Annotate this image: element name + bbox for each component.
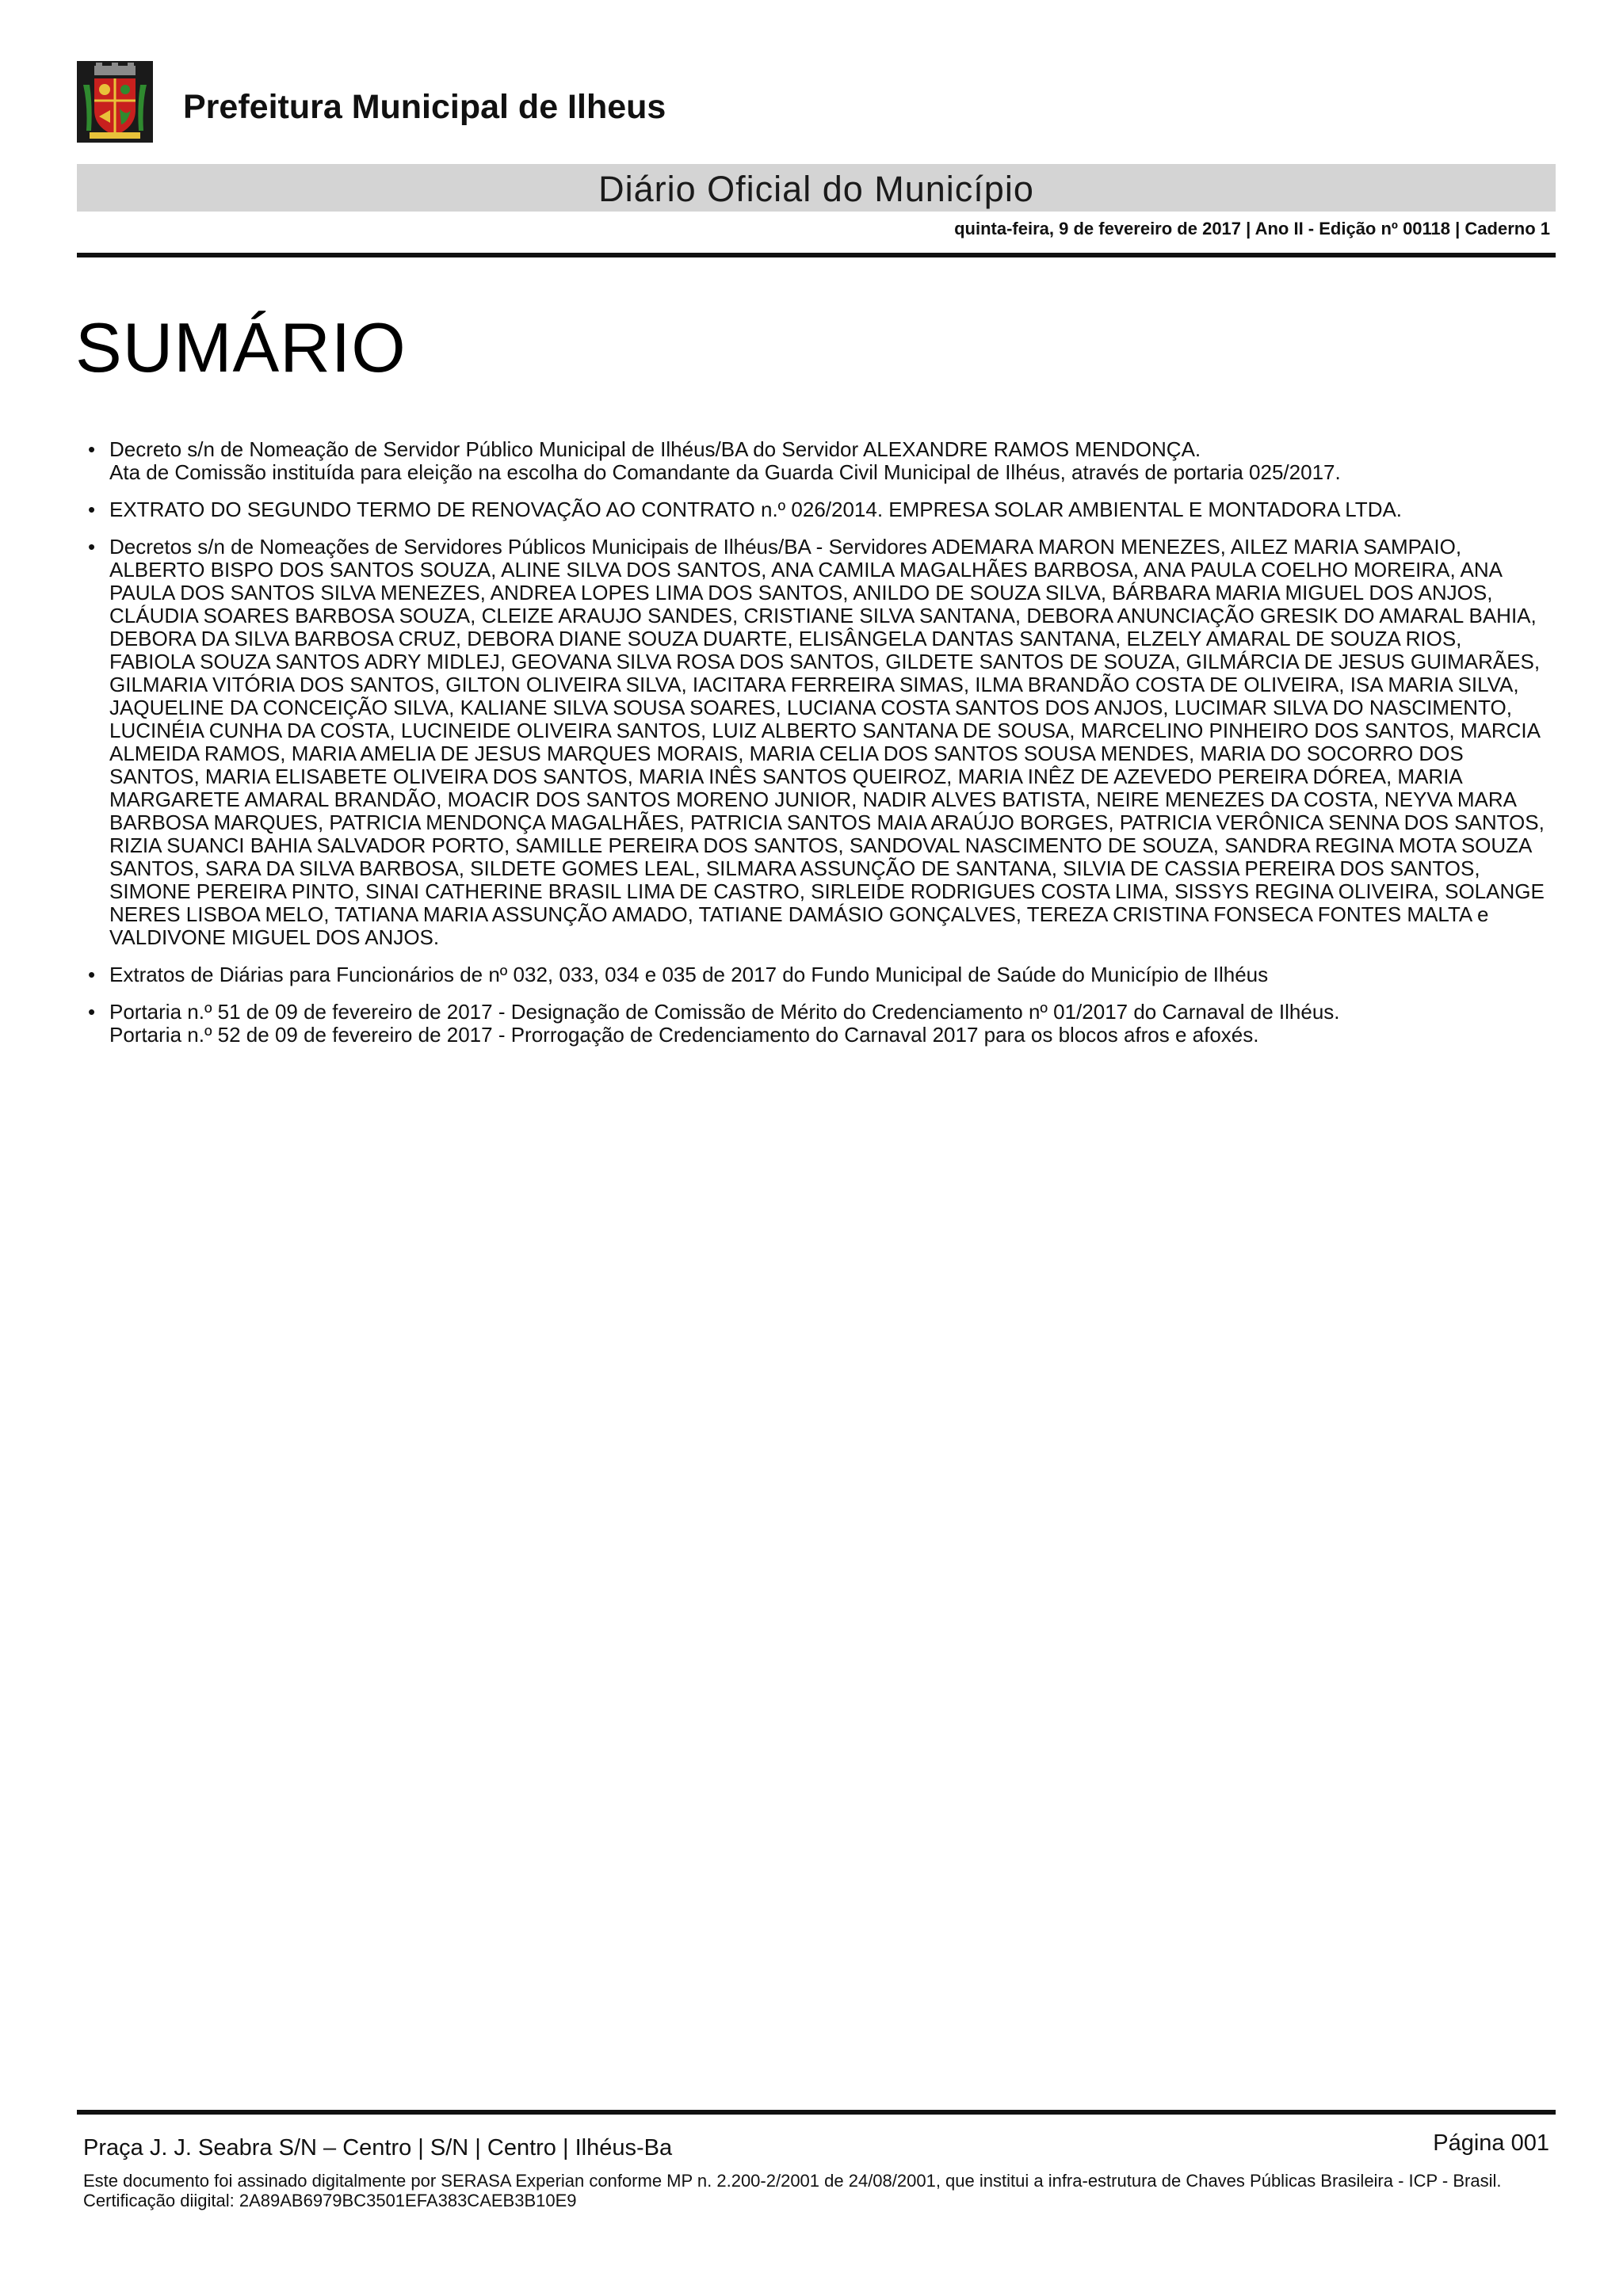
journal-title: Diário Oficial do Município xyxy=(598,169,1034,209)
journal-title-bar xyxy=(77,164,1556,212)
summary-item-text: Ata de Comissão instituída para eleição na escolha do Comandante da Guarda Civil Municipal de Ilhéus, através de portaria 025/2017. xyxy=(109,460,1341,484)
summary-title: SUMÁRIO xyxy=(75,308,407,387)
header-divider xyxy=(77,253,1556,257)
summary-item-text: Decreto s/n de Nomeação de Servidor Público Municipal de Ilhéus/BA do Servidor ALEXANDRE RAMOS MENDONÇA. xyxy=(109,437,1201,461)
bullet-icon: • xyxy=(88,498,96,521)
digital-signature-note: Este documento foi assinado digitalmente por SERASA Experian conforme MP n. 2.200-2/2001 de 24/08/2001, que institui a infra-estrutura de Chaves Públicas Brasileira - ICP - Brasil. Certificação diigital: 2A89AB6979BC3501EFA383CAEB3B10E9 xyxy=(83,2171,1502,2210)
summary-list xyxy=(88,438,1546,1061)
summary-item xyxy=(88,963,1546,986)
footer-divider xyxy=(77,2110,1556,2115)
summary-item-text: Portaria n.º 51 de 09 de fevereiro de 2017 - Designação de Comissão de Mérito do Credenciamento nº 01/2017 do Carnaval de Ilhéus. xyxy=(109,1000,1340,1024)
summary-item xyxy=(88,438,1546,484)
coat-of-arms-icon xyxy=(77,61,153,143)
summary-item-text: Portaria n.º 52 de 09 de fevereiro de 2017 - Prorrogação de Credenciamento do Carnaval 2017 para os blocos afros e afoxés. xyxy=(109,1023,1259,1047)
bullet-icon: • xyxy=(88,437,96,461)
summary-item-text: EXTRATO DO SEGUNDO TERMO DE RENOVAÇÃO AO CONTRATO n.º 026/2014. EMPRESA SOLAR AMBIENTAL E MONTADORA LTDA. xyxy=(109,498,1403,521)
summary-item xyxy=(88,1001,1546,1047)
summary-item xyxy=(88,498,1546,521)
footer-address: Praça J. J. Seabra S/N – Centro | S/N | Centro | Ilhéus-Ba xyxy=(83,2135,673,2161)
summary-item-text: Extratos de Diárias para Funcionários de nº 032, 033, 034 e 035 de 2017 do Fundo Municipal de Saúde do Município de Ilhéus xyxy=(109,963,1269,986)
summary-item-text: Decretos s/n de Nomeações de Servidores Públicos Municipais de Ilhéus/BA - Servidores ADEMARA MARON MENEZES, AILEZ MARIA SAMPAIO, ALBERTO BISPO DOS SANTOS SOUZA, ALINE SILVA DOS SANTOS, ANA CAMILA MAGALHÃES BARBOSA, ANA PAULA COELHO MOREIRA, ANA PAULA DOS SANTOS SILVA MENEZES, ANDREA LOPES LIMA DOS SANTOS, ANILDO DE SOUZA SILVA, BÁRBARA MARIA MIGUEL DOS ANJOS, CLÁUDIA SOARES BARBOSA SOUZA, CLEIZE ARAUJO SANDES, CRISTIANE SILVA SANTANA, DEBORA ANUNCIAÇÃO GRESIK DO AMARAL BAHIA, DEBORA DA SILVA BARBOSA CRUZ, DEBORA DIANE SOUZA DUARTE, ELISÂNGELA DANTAS SANTANA, ELZELY AMARAL DE SOUZA RIOS, FABIOLA SOUZA SANTOS ADRY MIDLEJ, GEOVANA SILVA ROSA DOS SANTOS, GILDETE SANTOS DE SOUZA, GILMÁRCIA DE JESUS GUIMARÃES, GILMARIA VITÓRIA DOS SANTOS, GILTON OLIVEIRA SILVA, IACITARA FERREIRA SIMAS, ILMA BRANDÃO COSTA DE OLIVEIRA, ISA MARIA SILVA, JAQUELINE DA CONCEIÇÃO SILVA, KALIANE SILVA SOUSA SOARES, LUCIANA COSTA SANTOS DOS ANJOS, LUCIMAR SILVA DO NASCIMENTO, LUCINÉIA CUNHA DA COSTA, LUCINEIDE OLIVEIRA SANTOS, LUIZ ALBERTO SANTANA DE SOUSA, MARCELINO PINHEIRO DOS SANTOS, MARCIA ALMEIDA RAMOS, MARIA AMELIA DE JESUS MARQUES MORAIS, MARIA CELIA DOS SANTOS SOUSA MENDES, MARIA DO SOCORRO DOS SANTOS, MARIA ELISABETE OLIVEIRA DOS SANTOS, MARIA INÊS SANTOS QUEIROZ, MARIA INÊZ DE AZEVEDO PEREIRA DÓREA, MARIA MARGARETE AMARAL BRANDÃO, MOACIR DOS SANTOS MORENO JUNIOR, NADIR ALVES BATISTA, NEIRE MENEZES DA COSTA, NEYVA MARA BARBOSA MARQUES, PATRICIA MENDONÇA MAGALHÃES, PATRICIA SANTOS MAIA ARAÚJO BORGES, PATRICIA VERÔNICA SENNA DOS SANTOS, RIZIA SUANCI BAHIA SALVADOR PORTO, SAMILLE PEREIRA DOS SANTOS, SANDOVAL NASCIMENTO DE SOUZA, SANDRA REGINA MOTA SOUZA SANTOS, SARA DA SILVA BARBOSA, SILDETE GOMES LEAL, SILMARA ASSUNÇÃO DE SANTANA, SILVIA DE CASSIA PEREIRA DOS SANTOS, SIMONE PEREIRA PINTO, SINAI CATHERINE BRASIL LIMA DE CASTRO, SIRLEIDE RODRIGUES COSTA LIMA, SISSYS REGINA OLIVEIRA, SOLANGE NERES LISBOA MELO, TATIANA MARIA ASSUNÇÃO AMADO, TATIANE DAMÁSIO GONÇALVES, TEREZA CRISTINA FONSECA FONTES MALTA e VALDIVONE MIGUEL DOS ANJOS. xyxy=(109,535,1545,949)
page-number: Página 001 xyxy=(1433,2130,1549,2156)
organization-name: Prefeitura Municipal de Ilheus xyxy=(183,88,666,126)
bullet-icon: • xyxy=(88,1000,96,1024)
bullet-icon: • xyxy=(88,963,96,986)
summary-item xyxy=(88,536,1546,949)
edition-info: quinta-feira, 9 de fevereiro de 2017 | Ano II - Edição nº 00118 | Caderno 1 xyxy=(954,219,1550,238)
bullet-icon: • xyxy=(88,535,96,559)
